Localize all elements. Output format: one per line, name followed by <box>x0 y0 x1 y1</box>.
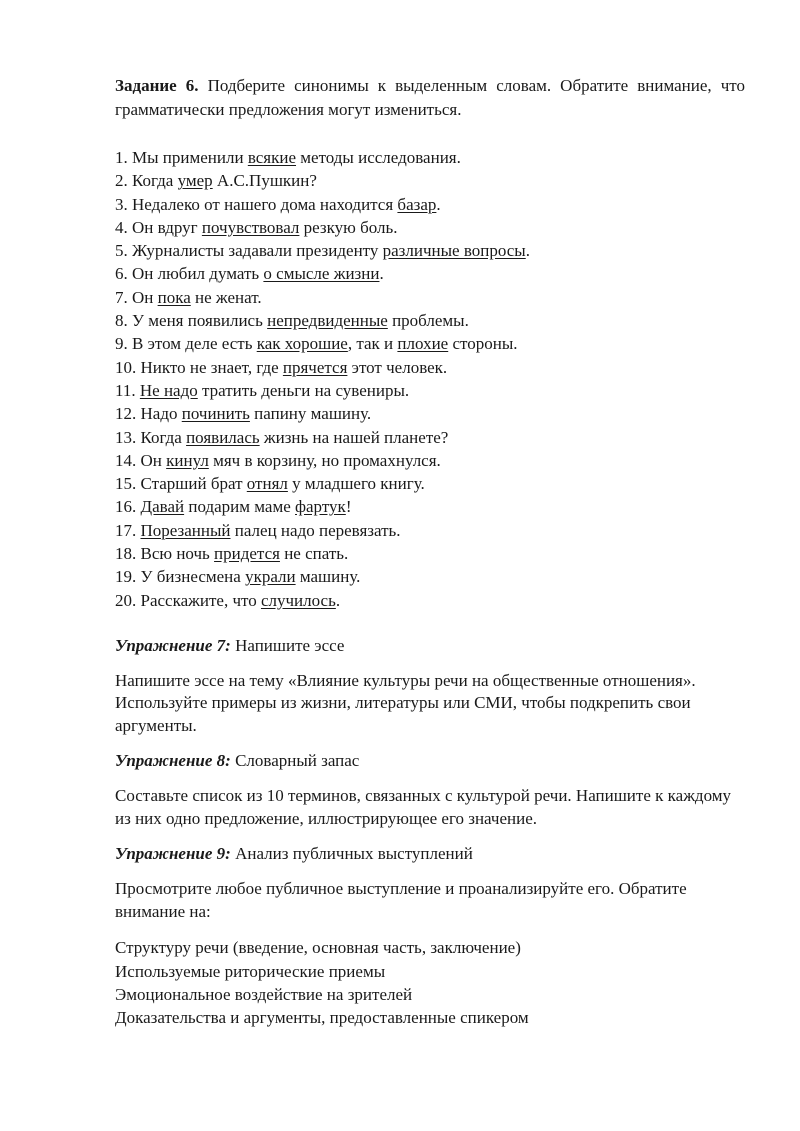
ex9-text: Просмотрите любое публичное выступление и проанализируйте его. Обратите внимание на: <box>115 879 687 921</box>
ex9-point: Эмоциональное воздействие на зрителей <box>115 985 413 1005</box>
highlighted-word: отнял <box>246 474 288 494</box>
item-text: 11. <box>115 380 140 400</box>
item-text: . <box>335 590 341 610</box>
item-text: 19. У бизнесмена <box>115 567 246 587</box>
ex9-title <box>115 842 745 866</box>
highlighted-word: придется <box>214 544 280 564</box>
item-text: 1. Мы применили <box>115 148 248 167</box>
highlighted-word: появилась <box>186 427 260 447</box>
list-item <box>115 146 745 169</box>
item-text: палец надо перевязать. <box>230 520 401 540</box>
highlighted-word: случилось <box>260 590 336 610</box>
item-text: 4. Он вдруг <box>115 217 202 237</box>
highlighted-word: фартук <box>295 497 346 517</box>
ex8-heading: Словарный запас <box>230 751 360 771</box>
item-text: у младшего книгу. <box>287 474 425 494</box>
highlighted-word: умер <box>177 171 213 191</box>
item-text: ! <box>345 497 352 517</box>
item-text: 10. Никто не знает, где <box>115 357 283 377</box>
item-text: 9. В этом деле есть <box>115 334 257 354</box>
item-text: этот человек. <box>347 357 448 377</box>
item-text: . <box>436 194 441 214</box>
highlighted-word: различные вопросы <box>382 241 526 261</box>
item-text: 2. Когда <box>115 171 178 191</box>
highlighted-word: пока <box>157 287 191 307</box>
highlighted-word: как хорошие <box>256 334 348 354</box>
item-text: 3. Недалеко от нашего дома находится <box>115 194 398 214</box>
list-item <box>115 309 745 332</box>
task6-instruction: Подберите синонимы к выделенным словам. Обратите внимание, что грамматически предложения могут измениться. <box>115 76 745 119</box>
highlighted-word: базар <box>397 194 437 214</box>
item-text: 18. Всю ночь <box>115 544 215 564</box>
item-text: резкую боль. <box>299 217 398 237</box>
highlighted-word: почувствовал <box>201 217 300 237</box>
list-item <box>115 379 745 402</box>
item-text: 13. Когда <box>115 427 187 447</box>
ex8-text: Составьте список из 10 терминов, связанных с культурой речи. Напишите к каждому из них одно предложение, иллюстрирующее его значение. <box>115 786 732 828</box>
item-text: 14. Он <box>115 450 167 470</box>
highlighted-word: прячется <box>282 357 348 377</box>
item-text: 17. <box>115 520 141 540</box>
ex7-text: Напишите эссе на тему «Влияние культуры речи на общественные отношения». Используйте примеры из жизни, литературы или СМИ, чтобы подкрепить свои аргументы. <box>115 670 696 735</box>
item-text: 16. <box>115 497 141 517</box>
ex8-label: Упражнение 8: <box>115 751 231 771</box>
highlighted-word: Порезанный <box>140 520 231 540</box>
item-text: . <box>525 241 530 261</box>
item-text: . <box>379 264 384 284</box>
highlighted-word: о смысле жизни <box>263 264 380 284</box>
item-text: 5. Журналисты задавали президенту <box>115 241 383 261</box>
ex9-heading: Анализ публичных выступлений <box>230 844 473 864</box>
list-item <box>115 426 745 449</box>
ex9-points <box>115 936 745 1029</box>
list-item <box>115 356 745 379</box>
item-text: 7. Он <box>115 287 158 307</box>
document-page <box>115 74 745 1030</box>
item-text: 8. У меня появились <box>115 311 268 331</box>
item-text: не спать. <box>279 544 349 564</box>
item-text: методы исследования. <box>296 148 461 167</box>
item-text: папину машину. <box>249 404 372 424</box>
list-item <box>115 286 745 309</box>
task6-header <box>115 74 745 122</box>
item-text: не женат. <box>190 287 262 307</box>
highlighted-word: украли <box>245 567 296 587</box>
ex7-title <box>115 634 745 658</box>
highlighted-word: Не надо <box>139 380 198 400</box>
list-item <box>115 495 745 518</box>
ex9-point: Используемые риторические приемы <box>115 961 386 981</box>
item-text: 6. Он любил думать <box>115 264 264 284</box>
list-item <box>115 402 745 425</box>
ex8-title <box>115 749 745 773</box>
list-item <box>115 332 745 355</box>
highlighted-word: плохие <box>397 334 449 354</box>
list-item <box>115 262 745 285</box>
item-text: проблемы. <box>387 311 469 331</box>
list-item <box>115 542 745 565</box>
list-item <box>115 169 745 192</box>
list-item <box>115 565 745 588</box>
item-text: жизнь на нашей планете? <box>259 427 449 447</box>
item-text: тратить деньги на сувениры. <box>197 380 410 400</box>
ex9-label: Упражнение 9: <box>115 844 231 864</box>
item-text: , так и <box>347 334 398 354</box>
ex7-label: Упражнение 7: <box>115 635 231 655</box>
item-text: 15. Старший брат <box>115 474 247 494</box>
item-text: мяч в корзину, но промахнулся. <box>208 450 441 470</box>
highlighted-word: починить <box>181 404 250 424</box>
item-text: машину. <box>295 567 361 587</box>
list-item <box>115 449 745 472</box>
list-item <box>115 216 745 239</box>
list-item <box>115 239 745 262</box>
ex7-heading: Напишите эссе <box>230 635 345 655</box>
list-item <box>115 589 745 612</box>
item-text: 20. Расскажите, что <box>115 590 261 610</box>
highlighted-word: всякие <box>247 148 297 167</box>
task6-list <box>115 146 745 612</box>
highlighted-word: Давай <box>140 497 185 517</box>
ex9-point: Доказательства и аргументы, предоставленные спикером <box>115 1008 529 1028</box>
list-item <box>115 193 745 216</box>
ex9-point: Структуру речи (введение, основная часть, заключение) <box>115 938 521 958</box>
item-text: стороны. <box>448 334 518 354</box>
item-text: 12. Надо <box>115 404 182 424</box>
item-text: А.С.Пушкин? <box>212 171 317 191</box>
item-text: подарим маме <box>184 497 295 517</box>
list-item <box>115 519 745 542</box>
highlighted-word: кинул <box>166 450 209 470</box>
task6-label: Задание 6. <box>115 76 199 95</box>
list-item <box>115 472 745 495</box>
highlighted-word: непредвиденные <box>267 311 388 331</box>
